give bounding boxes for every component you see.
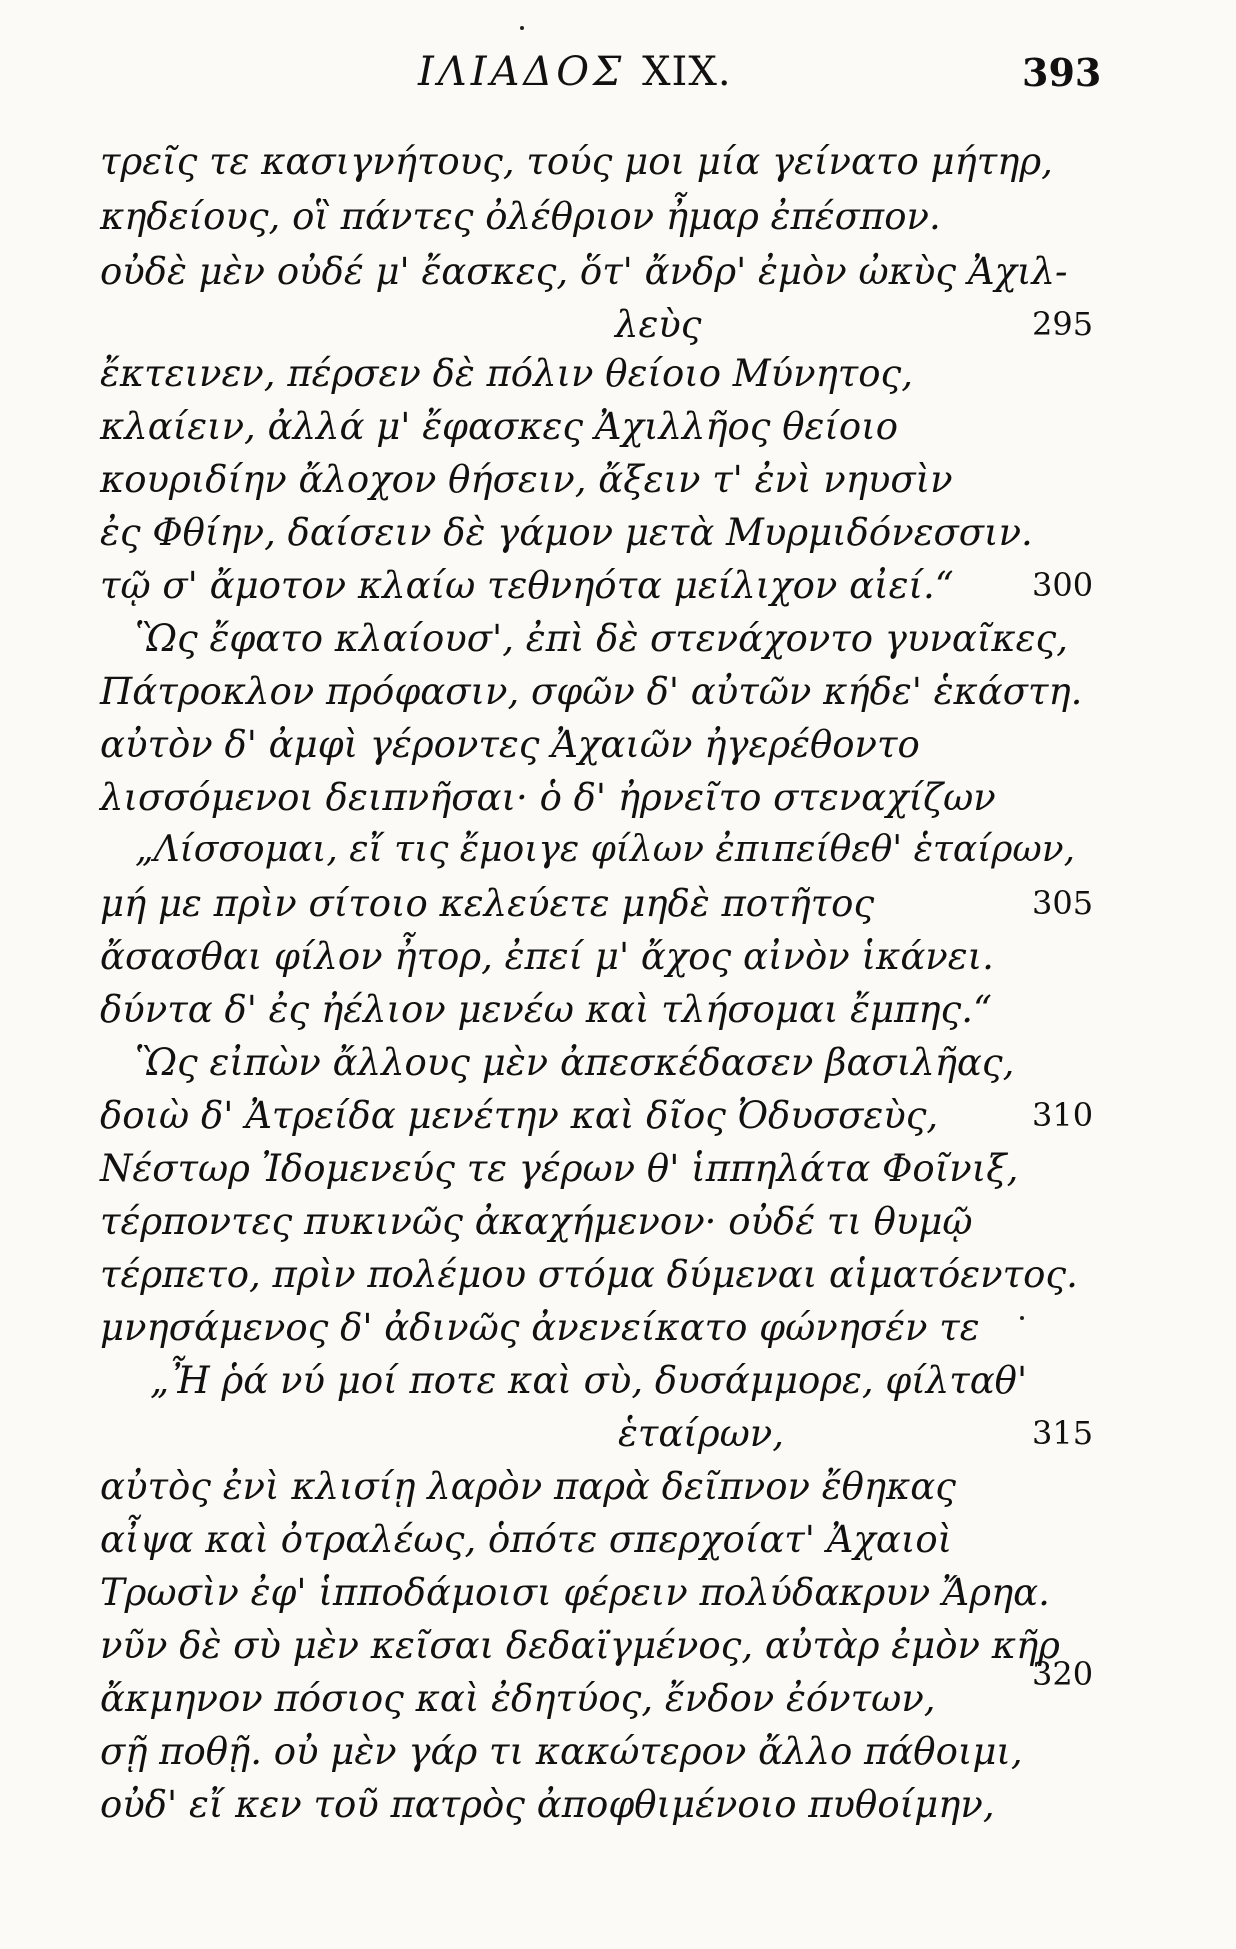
- verse-line: μή με πρὶν σίτοιο κελεύετε μηδὲ ποτῆτος: [100, 882, 875, 925]
- verse-line: αὐτὸς ἐνὶ κλισίῃ λαρὸν παρὰ δεῖπνον ἔθηκας: [100, 1465, 957, 1508]
- verse-line: τέρποντες πυκινῶς ἀκαχήμενον· οὐδέ τι θυμῷ: [100, 1200, 973, 1243]
- verse-line: τέρπετο, πρὶν πολέμου στόμα δύμεναι αἱματόεντος.: [100, 1253, 1078, 1296]
- verse-line: μνησάμενος δ' ἀδινῶς ἀνενείκατο φώνησέν τε: [100, 1306, 980, 1349]
- verse-line: νῦν δὲ σὺ μὲν κεῖσαι δεδαϊγμένος, αὐτὰρ ἐμὸν κῆρ: [100, 1624, 1060, 1667]
- verse-line: αὐτὸν δ' ἀμφὶ γέροντες Ἀχαιῶν ἠγερέθοντο: [100, 723, 920, 766]
- print-speck: [520, 26, 524, 30]
- line-number: 295: [1032, 305, 1094, 343]
- verse-line: κλαίειν, ἀλλά μ' ἔφασκες Ἀχιλλῆος θείοιο: [100, 405, 898, 448]
- verse-line: κηδείους, οἳ πάντες ὀλέθριον ἦμαρ ἐπέσπον.: [100, 195, 941, 238]
- verse-line: Ὣς εἰπὼν ἄλλους μὲν ἀπεσκέδασεν βασιλῆας,: [135, 1041, 1015, 1084]
- verse-line: ἄσασθαι φίλον ἦτορ, ἐπεί μ' ἄχος αἰνὸν ἱκάνει.: [100, 935, 994, 978]
- line-number: 320: [1032, 1655, 1094, 1693]
- title-book: XIX.: [642, 49, 732, 95]
- verse-line: Νέστωρ Ἰδομενεύς τε γέρων θ' ἱππηλάτα Φοῖνιξ,: [100, 1147, 1019, 1190]
- verse-line: „Λίσσομαι, εἴ τις ἔμοιγε φίλων ἐπιπείθεθ' ἑταίρων,: [135, 829, 1076, 870]
- verse-line: Πάτροκλον πρόφασιν, σφῶν δ' αὐτῶν κήδε' ἑκάστη.: [100, 670, 1083, 713]
- verse-line-continuation: ἑταίρων,: [618, 1412, 784, 1455]
- running-title: [418, 49, 732, 95]
- verse-line: ἄκμηνον πόσιος καὶ ἐδητύος, ἔνδον ἐόντων,: [100, 1677, 936, 1720]
- verse-line: δοιὼ δ' Ἀτρείδα μενέτην καὶ δῖος Ὀδυσσεὺς,: [100, 1094, 939, 1137]
- verse-line: οὐδὲ μὲν οὐδέ μ' ἔασκες, ὅτ' ἄνδρ' ἐμὸν ὠκὺς Ἀχιλ-: [100, 250, 1068, 293]
- line-number: 315: [1032, 1414, 1094, 1452]
- line-number: 310: [1032, 1096, 1094, 1134]
- title-greek: ΙΛΙΑΔΟΣ: [418, 49, 626, 95]
- line-number: 300: [1032, 566, 1094, 604]
- verse-line: Ὣς ἔφατο κλαίουσ', ἐπὶ δὲ στενάχοντο γυναῖκες,: [135, 617, 1069, 660]
- verse-line: σῇ ποθῇ. οὐ μὲν γάρ τι κακώτερον ἄλλο πάθοιμι,: [100, 1730, 1023, 1773]
- print-speck: [1020, 1316, 1024, 1320]
- verse-line: λισσόμενοι δειπνῆσαι· ὁ δ' ἠρνεῖτο στεναχίζων: [100, 776, 996, 819]
- verse-line: οὐδ' εἴ κεν τοῦ πατρὸς ἀποφθιμένοιο πυθοίμην,: [100, 1783, 995, 1826]
- line-number: 305: [1032, 884, 1094, 922]
- page-number: 393: [1022, 50, 1102, 95]
- verse-line: τρεῖς τε κασιγνήτους, τούς μοι μία γείνατο μήτηρ,: [100, 140, 1053, 183]
- verse-line: ἔκτεινεν, πέρσεν δὲ πόλιν θείοιο Μύνητος,: [100, 352, 914, 395]
- verse-line: ἐς Φθίην, δαίσειν δὲ γάμον μετὰ Μυρμιδόνεσσιν.: [100, 511, 1033, 554]
- verse-line: „Ἦ ῥά νύ μοί ποτε καὶ σὺ, δυσάμμορε, φίλταθ': [150, 1359, 1028, 1402]
- verse-line: αἶψα καὶ ὀτραλέως, ὁπότε σπερχοίατ' Ἀχαιοὶ: [100, 1518, 953, 1561]
- verse-line: δύντα δ' ἐς ἠέλιον μενέω καὶ τλήσομαι ἔμπης.“: [100, 988, 992, 1031]
- verse-line: Τρωσὶν ἐφ' ἱπποδάμοισι φέρειν πολύδακρυν Ἄρηα.: [100, 1571, 1050, 1614]
- verse-line: κουριδίην ἄλοχον θήσειν, ἄξειν τ' ἐνὶ νηυσὶν: [100, 458, 953, 501]
- verse-line-continuation: λεὺς: [615, 303, 702, 346]
- verse-line: τῷ σ' ἄμοτον κλαίω τεθνηότα μείλιχον αἰεί.“: [100, 564, 954, 607]
